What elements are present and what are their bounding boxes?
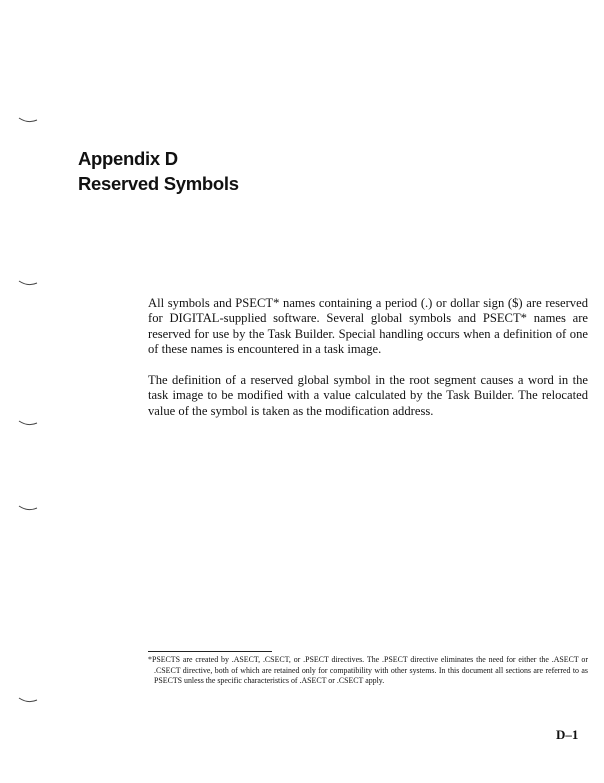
binder-hole-mark (18, 116, 38, 124)
page-number: D–1 (556, 727, 579, 742)
page-title: Reserved Symbols (78, 173, 239, 194)
paragraph-2: The definition of a reserved global symbol in the root segment causes a word in the task image to be modified with a value calculated by the Task Builder. The relocated value of the symbol is taken as the modification address. (148, 373, 588, 418)
footnote: *PSECTS are created by .ASECT, .CSECT, or .PSECT directives. The .PSECT directive eliminates the need for either the .ASECT or .CSECT directive, both of which are retained only for compatibility with other systems. In this document all sections are referred to as PSECTS unless the specific characteristics of .ASECT or .CSECT apply. (148, 655, 588, 686)
appendix-label: Appendix D (78, 148, 178, 169)
binder-hole-mark (18, 504, 38, 512)
binder-hole-mark (18, 279, 38, 287)
binder-hole-mark (18, 696, 38, 704)
binder-hole-mark (18, 419, 38, 427)
footnote-divider (148, 651, 272, 652)
paragraph-1: All symbols and PSECT* names containing a period (.) or dollar sign ($) are reserved for DIGITAL-supplied software. Several global symbols and PSECT* names are reserved for use by the Task Builder. Special handling occurs when a definition of one of these names is encountered in a task image. (148, 296, 588, 357)
